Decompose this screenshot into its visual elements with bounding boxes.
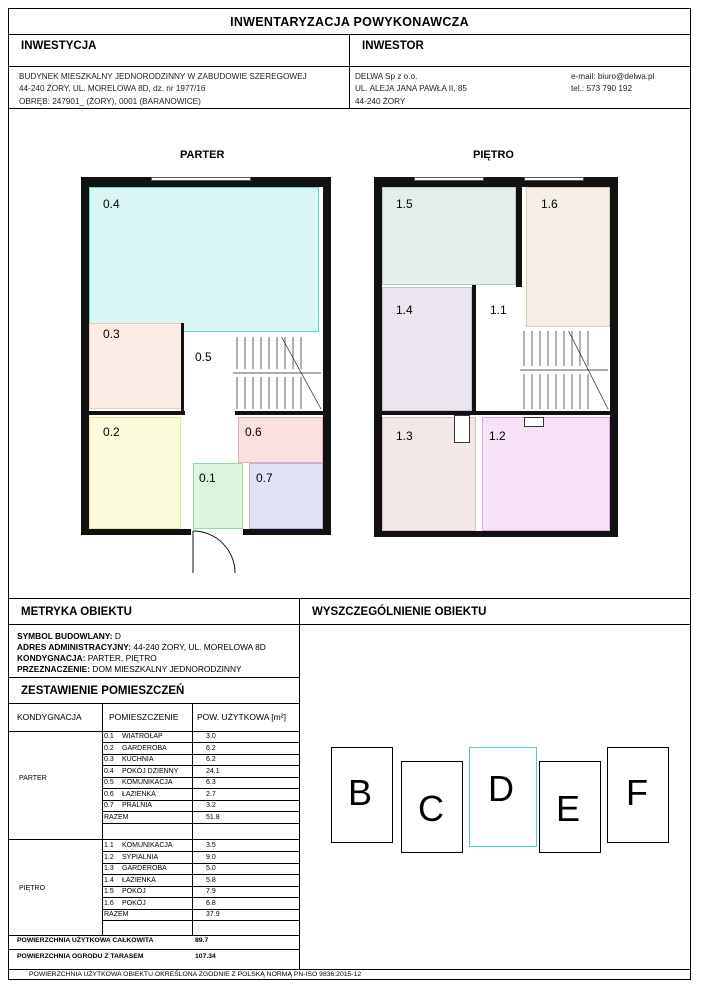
symbol-line: [17, 631, 121, 641]
segment-letter: D: [488, 768, 514, 809]
window: [151, 177, 251, 181]
room-name: KOMUNIKACJA: [120, 840, 192, 852]
divider: [9, 677, 299, 678]
col-kondygnacja: KONDYGNACJA: [17, 712, 82, 722]
room-label: 0.5: [195, 350, 212, 364]
inwestor-line: DELWA Sp z o.o.: [355, 72, 418, 81]
room-area: 3.2: [192, 800, 299, 812]
room-number: 1.3: [102, 863, 120, 875]
value: D: [112, 631, 121, 641]
inwestycja-line: OBRĘB: 247901_ (ŻORY), 0001 (BARANOWICE): [19, 96, 201, 106]
plan-title-pietro: PIĘTRO: [473, 149, 514, 161]
divider: [9, 935, 299, 936]
col-pomieszczenie: POMIESZCZENIE: [109, 712, 179, 722]
table-row: [102, 800, 299, 812]
floor-plan-parter: [81, 177, 331, 547]
table-row: [102, 743, 299, 755]
room-area: 7.9: [192, 886, 299, 898]
razem-row: [102, 909, 299, 921]
segment-d: [469, 747, 537, 847]
staircase: [231, 335, 323, 411]
divider: [299, 625, 300, 969]
wall: [181, 323, 184, 411]
inwestor-line: UL. ALEJA JANA PAWŁA II, 85: [355, 84, 467, 94]
room-0-6: [238, 417, 323, 463]
wall: [323, 177, 331, 535]
room-name: POKÓJ: [120, 886, 192, 898]
inwestycja-line: 44-240 ŻORY, UL. MORELOWA 8D, dz. nr 1977/16: [19, 84, 206, 94]
room-label: 1.4: [396, 303, 413, 317]
header-section: [9, 35, 690, 67]
garden-label: POWIERZCHNIA OGRODU Z TARASEM: [17, 953, 144, 960]
room-1-6: [526, 187, 610, 327]
garden-value: 107.34: [195, 953, 216, 960]
wall: [374, 177, 382, 537]
info-section: [9, 67, 690, 109]
room-number: 0.2: [102, 743, 120, 755]
closet: [454, 415, 470, 443]
table-row: [102, 898, 299, 910]
room-area: 6.2: [192, 754, 299, 766]
razem-label: RAZEM: [102, 909, 192, 921]
label: PRZEZNACZENIE:: [17, 664, 91, 674]
label: KONDYGNACJA:: [17, 653, 86, 663]
fixture: [524, 417, 544, 427]
inwestor-email: e-mail: biuro@delwa.pl: [571, 72, 655, 81]
room-area: 3.0: [192, 731, 299, 743]
inwestor-phone: tel.: 573 790 192: [571, 84, 633, 94]
room-label: 1.3: [396, 429, 413, 443]
room-label: 0.4: [103, 197, 120, 211]
room-number: 1.5: [102, 886, 120, 898]
room-name: POKÓJ: [120, 898, 192, 910]
col-powierzchnia: POW. UŻYTKOWA [m²]: [197, 712, 286, 722]
room-name: GARDEROBA: [120, 863, 192, 875]
parter-table: [102, 731, 299, 824]
room-0-4: [89, 187, 319, 332]
room-area: 24.1: [192, 766, 299, 778]
wall: [610, 177, 618, 537]
room-label: 0.2: [103, 425, 120, 439]
room-number: 1.1: [102, 840, 120, 852]
room-label: 0.1: [199, 471, 216, 485]
divider: [349, 67, 350, 109]
segment-e: [539, 761, 601, 853]
segment-f: [607, 747, 669, 843]
room-area: 3.5: [192, 840, 299, 852]
table-row: [102, 875, 299, 887]
segments-diagram: [331, 739, 681, 869]
room-label: 1.5: [396, 197, 413, 211]
room-number: 0.4: [102, 766, 120, 778]
table-row: [102, 777, 299, 789]
table-row: [102, 840, 299, 852]
room-area: 5.0: [192, 863, 299, 875]
wall: [81, 529, 191, 535]
wall: [382, 411, 612, 415]
room-label: 0.6: [245, 425, 262, 439]
group-parter: PARTER: [19, 775, 47, 782]
wall: [243, 529, 331, 535]
document-title: INWENTARYZACJA POWYKONAWCZA: [9, 9, 690, 35]
inwestor-details: [355, 71, 467, 108]
total-value: 89.7: [195, 937, 209, 944]
room-area: 9.0: [192, 852, 299, 864]
metryka-header: [9, 599, 690, 625]
room-number: 0.7: [102, 800, 120, 812]
table-row: [102, 766, 299, 778]
room-name: KUCHNIA: [120, 754, 192, 766]
label: SYMBOL BUDOWLANY:: [17, 631, 113, 641]
inwestycja-heading: INWESTYCJA: [21, 40, 97, 52]
room-area: 6.8: [192, 898, 299, 910]
room-name: WIATROŁAP: [120, 731, 192, 743]
razem-value: 51.8: [192, 812, 299, 824]
razem-label: RAZEM: [102, 812, 192, 824]
room-area: 2.7: [192, 789, 299, 801]
window: [524, 177, 584, 181]
wall: [89, 411, 185, 415]
room-number: 1.4: [102, 875, 120, 887]
footer-note: POWIERZCHNIA UŻYTKOWA OBIEKTU OKREŚLONA ZGODNIE Z POLSKĄ NORMĄ PN-ISO 9836:2015-12: [29, 971, 362, 978]
segment-letter: F: [626, 772, 648, 813]
room-name: SYPIALNIA: [120, 852, 192, 864]
wyszczegolnienie-heading: WYSZCZEGÓLNIENIE OBIEKTU: [312, 606, 487, 618]
plan-title-parter: PARTER: [180, 149, 225, 161]
inwestor-contact: [571, 71, 654, 96]
razem-row: [102, 812, 299, 824]
floor-plans-section: [9, 109, 690, 599]
room-label: 1.1: [490, 303, 507, 317]
wall: [374, 531, 618, 537]
room-label: 0.7: [256, 471, 273, 485]
label: ADRES ADMINISTRACYJNY:: [17, 642, 131, 652]
value: PARTER, PIĘTRO: [85, 653, 157, 663]
table-row: [102, 863, 299, 875]
staircase: [518, 329, 610, 411]
segment-letter: C: [418, 788, 444, 829]
razem-value: 37.9: [192, 909, 299, 921]
table-row: [102, 789, 299, 801]
room-name: ŁAZIENKA: [120, 789, 192, 801]
wall: [472, 285, 476, 415]
room-number: 0.5: [102, 777, 120, 789]
segment-b: [331, 747, 393, 843]
inwestycja-line: BUDYNEK MIESZKALNY JEDNORODZINNY W ZABUDOWIE SZEREGOWEJ: [19, 72, 307, 81]
table-row: [102, 754, 299, 766]
entrance-door: [191, 529, 241, 575]
kondygnacja-line: [17, 653, 157, 663]
room-number: 1.6: [102, 898, 120, 910]
inwestor-line: 44-240 ŻORY: [355, 96, 406, 106]
floor-plan-pietro: [374, 177, 618, 537]
group-pietro: PIĘTRO: [19, 885, 46, 892]
table-row: [102, 731, 299, 743]
room-label: 1.2: [489, 429, 506, 443]
room-label: 0.3: [103, 327, 120, 341]
metryka-heading: METRYKA OBIEKTU: [21, 606, 132, 618]
room-area: 6.3: [192, 777, 299, 789]
table-row: [102, 886, 299, 898]
pietro-table: [102, 840, 299, 921]
room-area: 5.8: [192, 875, 299, 887]
segment-letter: E: [556, 788, 581, 829]
room-name: POKÓJ DZIENNY: [120, 766, 192, 778]
room-name: PRALNIA: [120, 800, 192, 812]
segment-c: [401, 761, 463, 853]
inwestor-heading: INWESTOR: [362, 40, 424, 52]
table-row: [102, 852, 299, 864]
divider: [9, 949, 299, 950]
room-label: 1.6: [541, 197, 558, 211]
value: 44-240 ŻORY, UL. MORELOWA 8D: [131, 642, 266, 652]
wall: [81, 177, 89, 535]
room-number: 0.3: [102, 754, 120, 766]
room-name: KOMUNIKACJA: [120, 777, 192, 789]
zestawienie-heading: ZESTAWIENIE POMIESZCZEŃ: [21, 685, 185, 697]
przeznaczenie-line: [17, 664, 242, 674]
room-name: GARDEROBA: [120, 743, 192, 755]
room-number: 0.1: [102, 731, 120, 743]
divider: [9, 703, 299, 704]
value: DOM MIESZKALNY JEDNORODZINNY: [90, 664, 242, 674]
divider: [9, 969, 690, 970]
wall: [235, 411, 323, 415]
room-name: ŁAZIENKA: [120, 875, 192, 887]
total-label: POWIERZCHNIA UŻYTKOWA CAŁKOWITA: [17, 937, 154, 944]
room-number: 0.6: [102, 789, 120, 801]
inwestycja-details: [19, 71, 307, 108]
room-number: 1.2: [102, 852, 120, 864]
room-area: 6.2: [192, 743, 299, 755]
window: [414, 177, 484, 181]
segment-letter: B: [348, 772, 373, 813]
document-sheet: [8, 8, 691, 980]
wall: [516, 187, 522, 287]
adres-line: [17, 642, 266, 652]
